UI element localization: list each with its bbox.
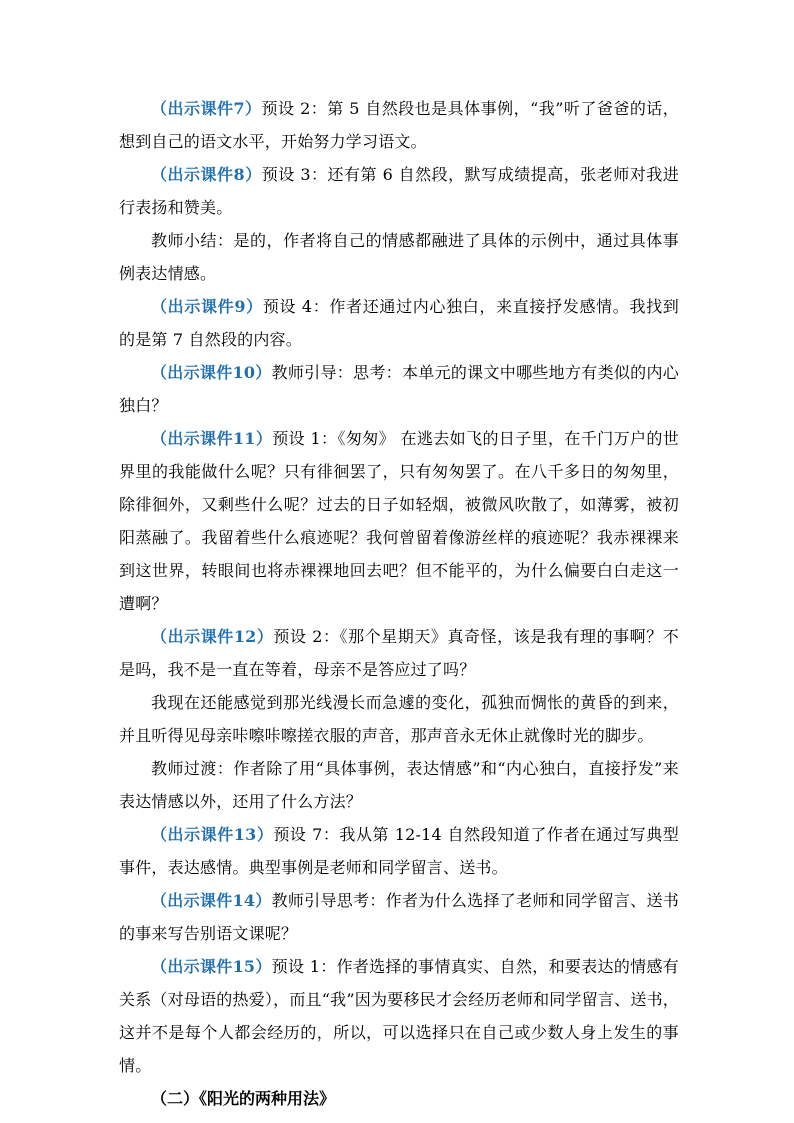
paragraph-6: [119, 422, 679, 620]
paragraph-7: [119, 620, 679, 686]
paragraph-text: 预设 3：还有第 6 自然段，默写成绩提高，张老师对我进行表扬和赞美。: [119, 165, 680, 217]
courseware-tag: （出示课件14）: [151, 891, 272, 910]
section-heading: （二）《阳光的两种用法》: [151, 1089, 336, 1108]
courseware-tag: （出示课件8）: [151, 165, 262, 184]
paragraph-text: 预设 1：《匆匆》 在逃去如飞的日子里，在千门万户的世界里的我能做什么呢？只有徘徊罢了，只有匆匆罢了。在八千多日的匆匆里，除徘徊外，又剩些什么呢？过去的日子如轻烟，被微风吹散了，如薄雾，被初阳蒸融了。我留着些什么痕迹呢？我何曾留着像游丝样的痕迹呢？我赤裸裸来到这世界，转眼间也将赤裸裸地回去吧？但不能平的，为什么偏要白白走这一遭啊？: [119, 429, 679, 613]
paragraph-8: [119, 686, 679, 752]
paragraph-text: 教师引导：思考：本单元的课文中哪些地方有类似的内心独白？: [119, 363, 679, 415]
paragraph-5: [119, 356, 679, 422]
paragraph-text: 教师过渡：作者除了用“具体事例，表达情感”和“内心独白，直接抒发”来表达情感以外，还用了什么方法？: [119, 759, 679, 811]
paragraph-text: 教师引导思考：作者为什么选择了老师和同学留言、送书的事来写告别语文课呢？: [119, 891, 679, 943]
paragraph-9: [119, 752, 679, 818]
paragraph-4: [119, 290, 679, 356]
paragraph-text: 我现在还能感觉到那光线漫长而急遽的变化，孤独而惆怅的黄昏的到来，并且听得见母亲咔嚓咔嚓搓衣服的声音，那声音永无休止就像时光的脚步。: [119, 693, 679, 745]
document-page: [119, 92, 679, 1115]
paragraph-text: 预设 2：《那个星期天》真奇怪，该是我有理的事啊？不是吗，我不是一直在等着，母亲不是答应过了吗？: [119, 627, 679, 679]
courseware-tag: （出示课件9）: [151, 297, 263, 316]
paragraph-1: [119, 92, 679, 158]
paragraph-text: 预设 1：作者选择的事情真实、自然，和要表达的情感有关系（对母语的热爱），而且“我”因为要移民才会经历老师和同学留言、送书，这并不是每个人都会经历的，所以，可以选择只在自己或少数人身上发生的事情。: [119, 957, 679, 1075]
courseware-tag: （出示课件10）: [151, 363, 272, 382]
paragraph-text: 预设 7：我从第 12-14 自然段知道了作者在通过写典型事件，表达感情。典型事例是老师和同学留言、送书。: [119, 825, 679, 877]
courseware-tag: （出示课件11）: [151, 429, 273, 448]
paragraph-2: [119, 158, 679, 224]
paragraph-12: [119, 950, 679, 1082]
paragraph-text: 预设 4：作者还通过内心独白，来直接抒发感情。我找到的是第 7 自然段的内容。: [119, 297, 679, 349]
paragraph-11: [119, 884, 679, 950]
paragraph-text: 预设 2：第 5 自然段也是具体事例，“我”听了爸爸的话，想到自己的语文水平，开始努力学习语文。: [119, 99, 679, 151]
paragraph-10: [119, 818, 679, 884]
courseware-tag: （出示课件15）: [151, 957, 272, 976]
courseware-tag: （出示课件13）: [151, 825, 274, 844]
courseware-tag: （出示课件7）: [151, 99, 262, 118]
paragraph-3: [119, 224, 679, 290]
courseware-tag: （出示课件12）: [151, 627, 274, 646]
paragraph-text: 教师小结：是的，作者将自己的情感都融进了具体的示例中，通过具体事例表达情感。: [119, 231, 679, 283]
